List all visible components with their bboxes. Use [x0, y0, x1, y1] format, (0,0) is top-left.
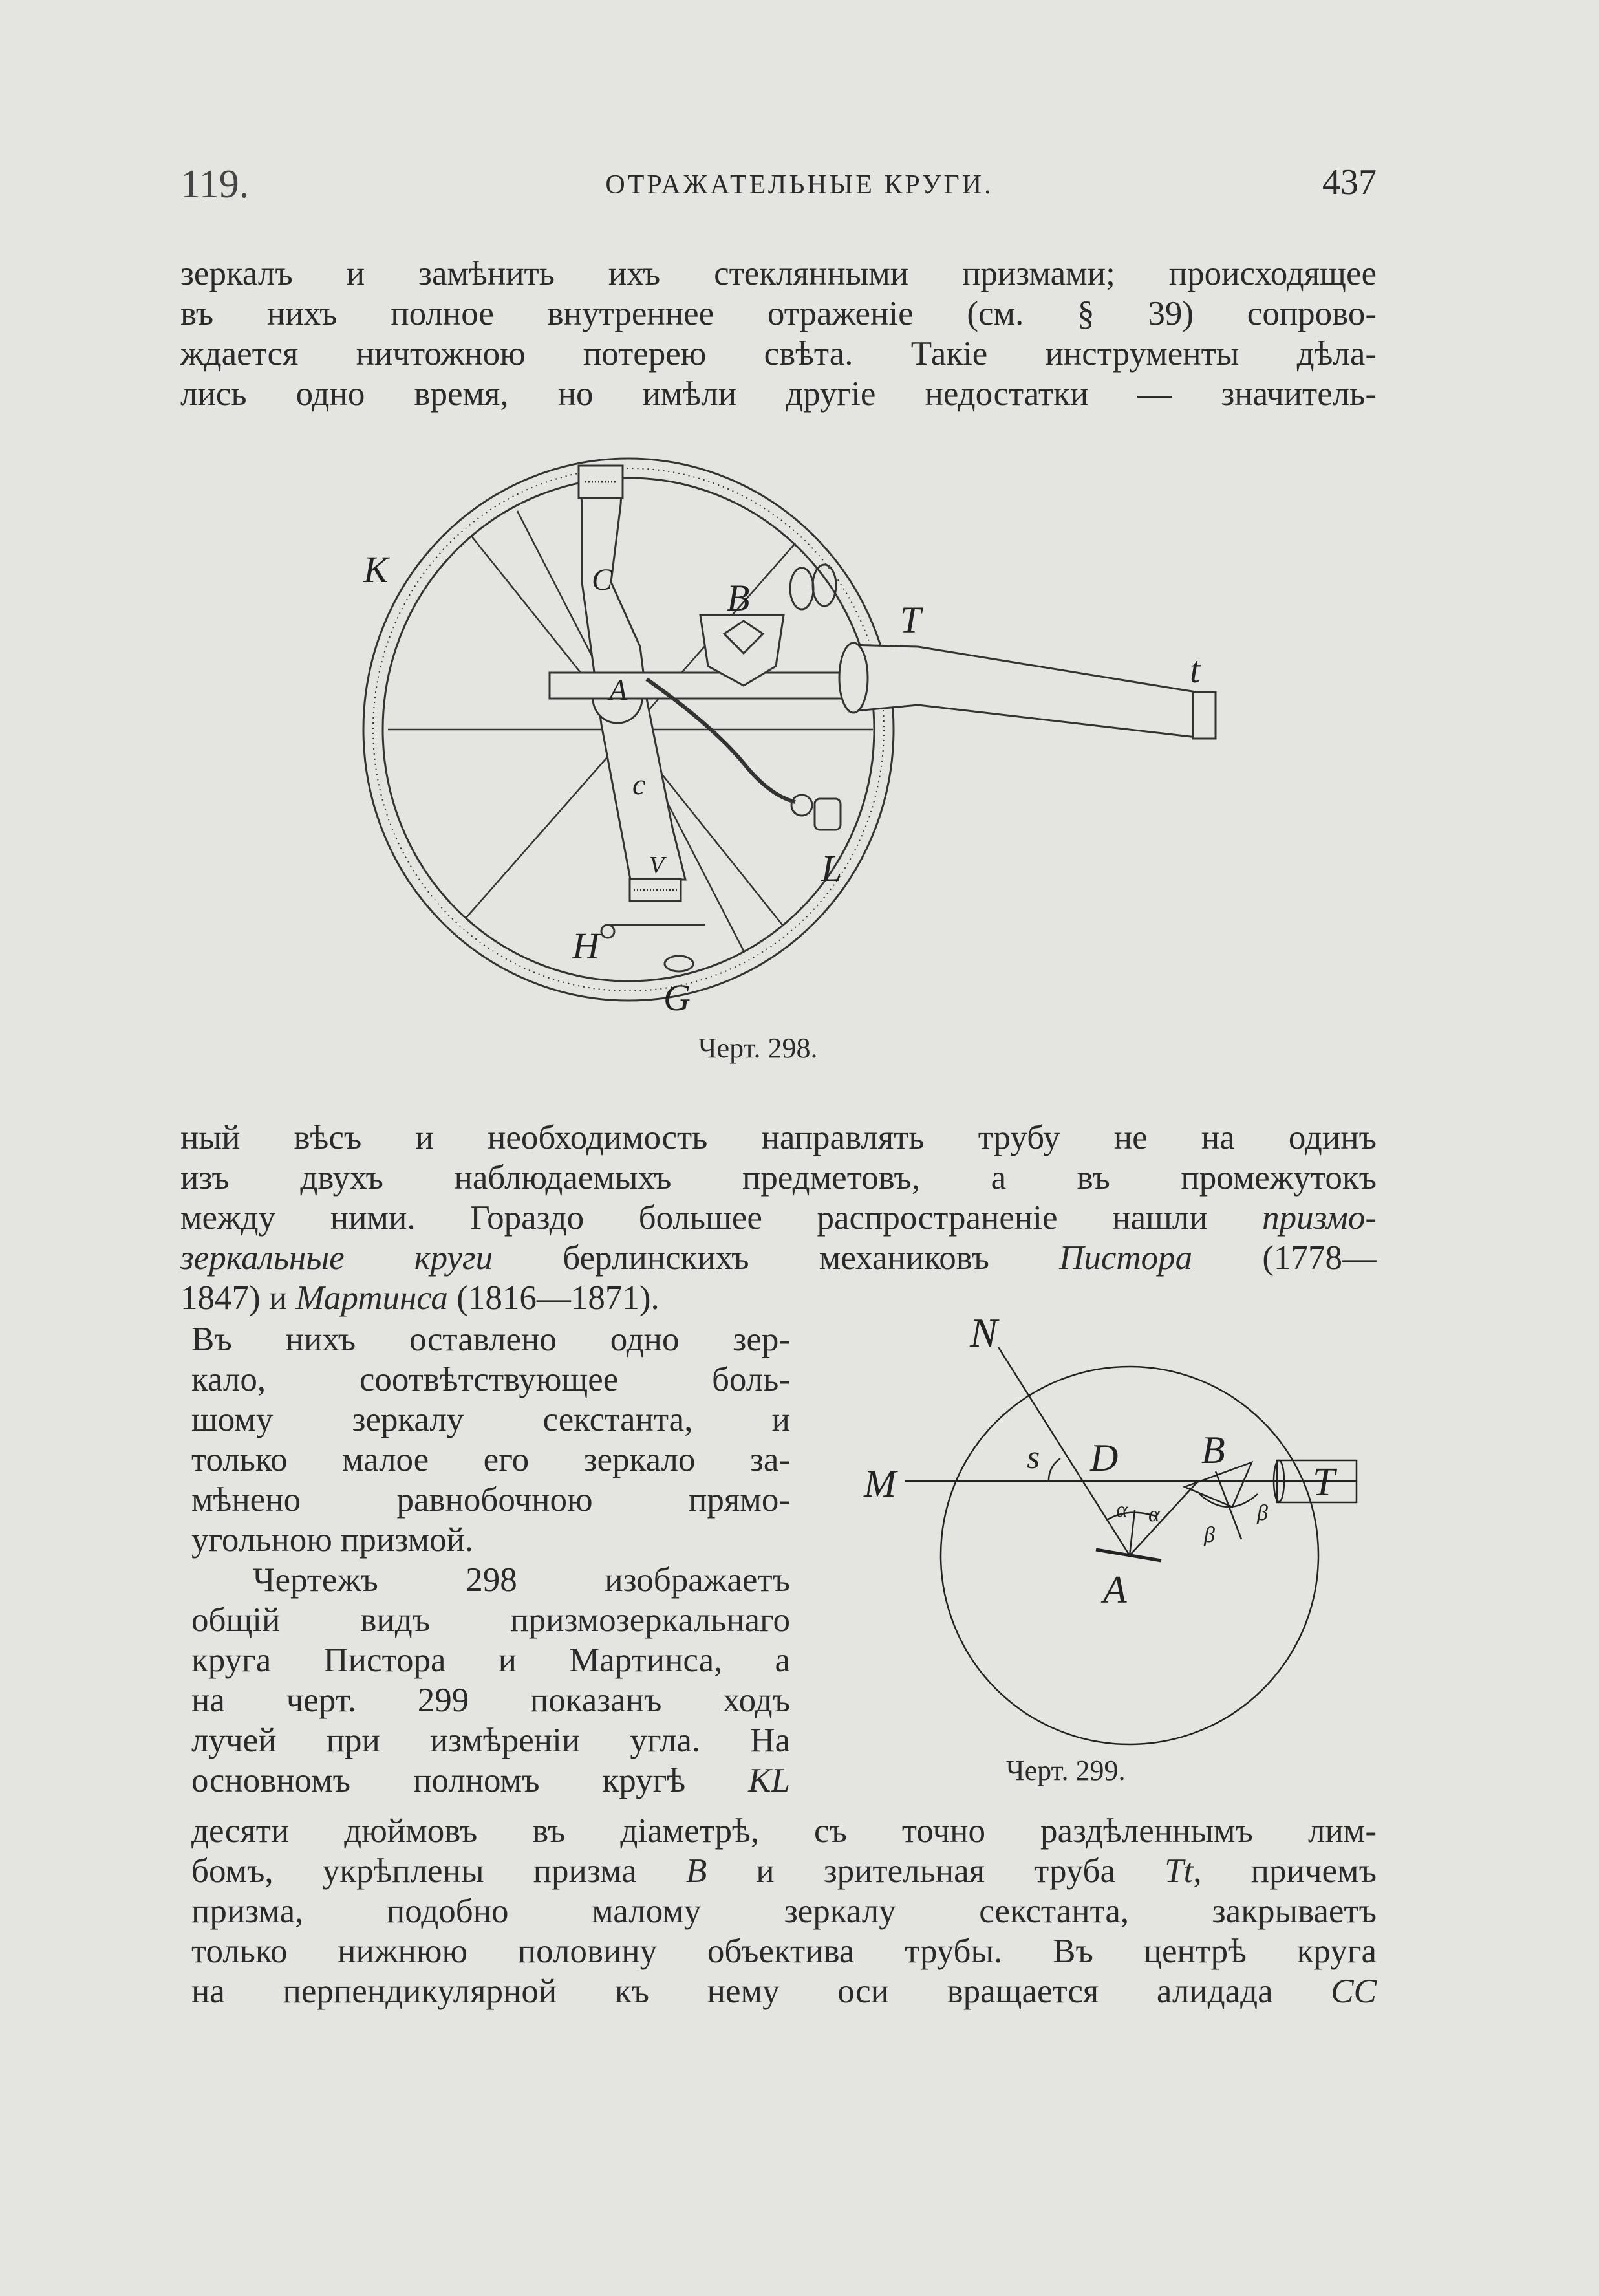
text-segment: только нижнюю половину объектива трубы. Въ центрѣ круга [191, 1933, 1377, 1970]
label-beta-2: β [1257, 1501, 1268, 1525]
text-segment: Въ нихъ оставлено одно зер- [191, 1321, 790, 1358]
label-M: M [864, 1462, 896, 1505]
text-segment: зеркалъ и замѣнить ихъ стеклянными призмами; происходящее [180, 255, 1377, 292]
text-segment: кало, соотвѣтствующее боль- [191, 1361, 790, 1398]
text-segment: круга Пистора и Мартинса, а [191, 1641, 790, 1679]
label-V: V [649, 852, 665, 879]
section-number: 119. [180, 162, 250, 206]
text-segment: Чертежъ 298 изображаетъ [253, 1561, 790, 1599]
text-segment: берлинскихъ механиковъ [493, 1239, 1060, 1277]
label-T: T [1313, 1460, 1335, 1504]
text-segment: и зрительная труба [707, 1852, 1165, 1890]
text-segment: изъ двухъ наблюдаемыхъ предметовъ, а въ промежутокъ [180, 1159, 1377, 1197]
text-segment: только малое его зеркало за- [191, 1441, 790, 1478]
text-segment: призма, подобно малому зеркалу секстанта, закрываетъ [191, 1892, 1377, 1930]
label-beta-1: β [1204, 1523, 1215, 1547]
label-L: L [821, 847, 842, 889]
label-K: K [363, 548, 389, 590]
label-B: B [1201, 1429, 1225, 1471]
mirror-A [1096, 1550, 1161, 1561]
label-C: C [592, 563, 613, 597]
text-segment: въ нихъ полное внутреннее отраженіе (см. § 39) сопрово- [180, 295, 1377, 332]
italic-term: Пистора [1059, 1239, 1193, 1277]
text-segment: , причемъ [1193, 1852, 1377, 1890]
text-segment: общій видъ призмозеркальнаго [191, 1601, 790, 1639]
italic-term: CC [1331, 1973, 1377, 2010]
running-title: ОТРАЖАТЕЛЬНЫЕ КРУГИ. [605, 170, 994, 200]
figure-299-caption: Черт. 299. [1006, 1755, 1126, 1786]
text-segment: ный вѣсъ и необходимость направлять трубу не на одинъ [180, 1119, 1377, 1156]
label-c: c [632, 768, 646, 801]
label-B: B [727, 577, 750, 619]
label-s: s [1027, 1439, 1040, 1476]
text-segment: между ними. Гораздо большее распространеніе нашли [180, 1199, 1263, 1237]
text-segment: мѣнено равнобочною прямо- [191, 1481, 790, 1519]
text-segment: (1778— [1192, 1239, 1377, 1277]
page-number: 437 [1322, 162, 1377, 202]
text-segment: на черт. 299 показанъ ходъ [191, 1682, 790, 1719]
label-T: T [900, 599, 921, 641]
figure-298-caption: Черт. 298. [698, 1032, 818, 1064]
italic-term: зеркальные круги [180, 1239, 493, 1277]
label-G: G [663, 977, 691, 1019]
text-segment: лучей при измѣреніи угла. На [191, 1722, 790, 1759]
text-segment: ждается ничтожною потерею свѣта. Такіе инструменты дѣла- [180, 335, 1377, 373]
text-segment: (1816—1871). [447, 1279, 660, 1317]
text-segment: угольною призмой. [191, 1521, 474, 1559]
label-A: A [609, 673, 628, 706]
label-alpha-2: α [1148, 1502, 1160, 1526]
label-H: H [572, 925, 599, 967]
italic-term: Мартинса [295, 1279, 448, 1317]
ray-A-B [1130, 1480, 1199, 1555]
text-segment: лись одно время, но имѣли другіе недостатки — значитель- [180, 375, 1377, 413]
italic-term: B [685, 1852, 707, 1890]
label-A: A [1103, 1568, 1127, 1611]
text-segment: десяти дюймовъ въ діаметрѣ, съ точно раздѣленнымъ лим- [191, 1812, 1377, 1850]
label-t: t [1190, 649, 1201, 691]
text-segment: на перпендикулярной къ нему оси вращается алидада [191, 1973, 1331, 2010]
label-alpha-1: α [1116, 1498, 1128, 1522]
label-D: D [1090, 1436, 1119, 1479]
text-segment: бомъ, укрѣплены призма [191, 1852, 686, 1890]
italic-term: призмо- [1262, 1199, 1377, 1237]
label-N: N [970, 1310, 998, 1356]
text-segment: основномъ полномъ кругѣ [191, 1762, 749, 1799]
italic-term: Tt [1164, 1852, 1194, 1890]
text-segment: шому зеркалу секстанта, и [191, 1401, 790, 1438]
text-segment: 1847) и [180, 1279, 296, 1317]
italic-term: KL [748, 1762, 790, 1799]
